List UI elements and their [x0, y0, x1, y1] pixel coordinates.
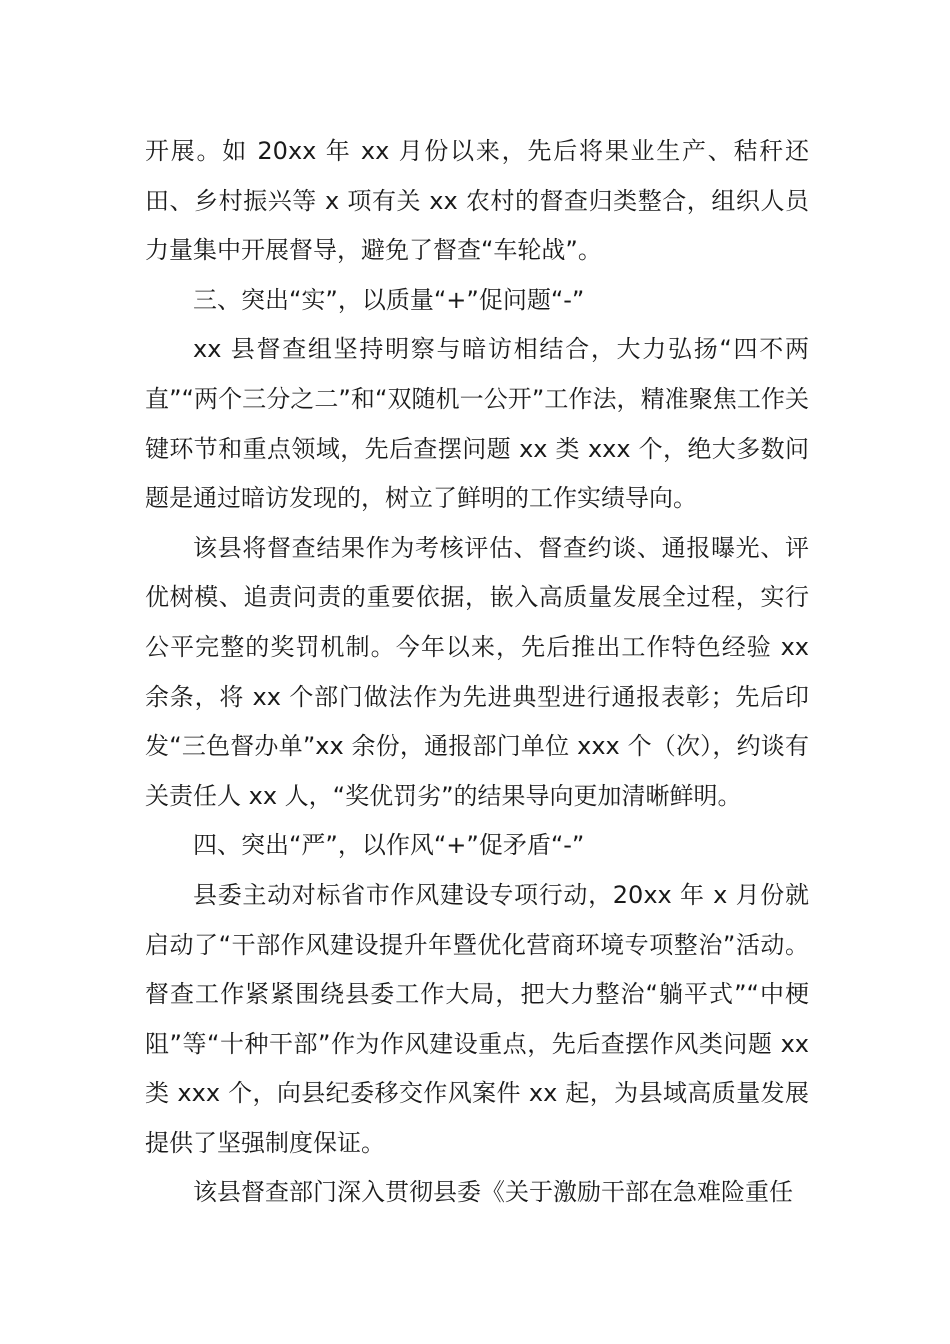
- paragraph: xx 县督查组坚持明察与暗访相结合，大力弘扬“四不两直”“两个三分之二”和“双随机一公开”工作法，精准聚焦工作关键环节和重点领域，先后查摆问题 xx 类 xxx 个，绝大多数问题是通过暗访发现的，树立了鲜明的工作实绩导向。: [145, 335, 809, 513]
- document-body: [145, 127, 809, 1218]
- paragraph: 该县将督查结果作为考核评估、督查约谈、通报曝光、评优树模、追责问责的重要依据，嵌入高质量发展全过程，实行公平完整的奖罚机制。今年以来，先后推出工作特色经验 xx 余条，将 xx 个部门做法作为先进典型进行通报表彰；先后印发“三色督办单”xx 余份，通报部门单位 xxx 个（次），约谈有关责任人 xx 人，“奖优罚劣”的结果导向更加清晰鲜明。: [145, 533, 809, 810]
- paragraph-truncated: 该县督查部门深入贯彻县委《关于激励干部在急难险重任: [193, 1178, 793, 1207]
- paragraph-continuation: 开展。如 20xx 年 xx 月份以来，先后将果业生产、秸秆还田、乡村振兴等 x 项有关 xx 农村的督查归类整合，组织人员力量集中开展督导，避免了督查“车轮战”。: [145, 137, 809, 265]
- section-heading-3: 三、突出“实”，以质量“+”促问题“-”: [193, 285, 585, 314]
- section-heading-4: 四、突出“严”，以作风“+”促矛盾“-”: [193, 831, 585, 860]
- paragraph: 县委主动对标省市作风建设专项行动，20xx 年 x 月份就启动了“干部作风建设提升年暨优化营商环境专项整治”活动。督查工作紧紧围绕县委工作大局，把大力整治“躺平式”“中梗阻”等“十种干部”作为作风建设重点，先后查摆作风类问题 xx 类 xxx 个，向县纪委移交作风案件 xx 起，为县域高质量发展提供了坚强制度保证。: [145, 880, 809, 1157]
